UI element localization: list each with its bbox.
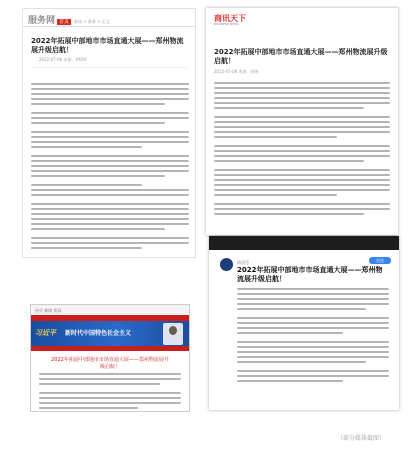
portrait-photo — [163, 323, 183, 345]
breadcrumb: 新闻 > 政务 > 正文 — [74, 19, 110, 24]
article-title: 2022年拓展中部地市市场直通大展——郑州物流展升级启航！ — [214, 48, 388, 65]
article-body — [214, 82, 390, 218]
site-logo: 服务网 — [28, 16, 56, 26]
source-avatar — [220, 258, 233, 271]
follow-button[interactable]: 关注 — [369, 257, 391, 264]
article-body — [31, 83, 189, 252]
home-tag[interactable]: 首页 — [59, 19, 70, 25]
article-screenshot-2 — [206, 8, 398, 235]
article-meta: 2022-07-06 来源：XXXX — [31, 57, 187, 68]
article-body — [39, 373, 181, 412]
article-meta: 2022-07-06 来源：网络 — [214, 69, 259, 74]
banner — [31, 321, 189, 346]
top-nav[interactable]: 首页 新闻 资讯 — [31, 305, 189, 315]
caption: （部分媒体截图） — [337, 435, 386, 442]
site-logo: 商讯天下 — [214, 14, 246, 23]
article-title: 2022年拓展中部地市市场直通大展——郑州物流展升级启航！ — [31, 37, 184, 54]
article-body — [237, 288, 389, 385]
article-title: 2022年拓展中部地市市场直通大展——郑州物流展升级启航！ — [51, 357, 169, 370]
article-screenshot-4 — [209, 236, 399, 410]
site-logo-subtitle: BUSINESS NEWS — [214, 22, 239, 26]
banner-subtitle: 新时代中国特色社会主义 — [65, 330, 132, 337]
banner-name: 习近平 — [35, 329, 56, 337]
red-strip — [31, 346, 189, 351]
article-title: 2022年拓展中部地市市场直通大展——郑州物流展升级启航！ — [237, 266, 383, 283]
app-top-bar — [209, 236, 399, 250]
source-name: 资讯号 — [237, 260, 249, 265]
site-header — [23, 9, 195, 27]
article-screenshot-3 — [30, 304, 190, 412]
article-screenshot-1 — [22, 8, 196, 258]
